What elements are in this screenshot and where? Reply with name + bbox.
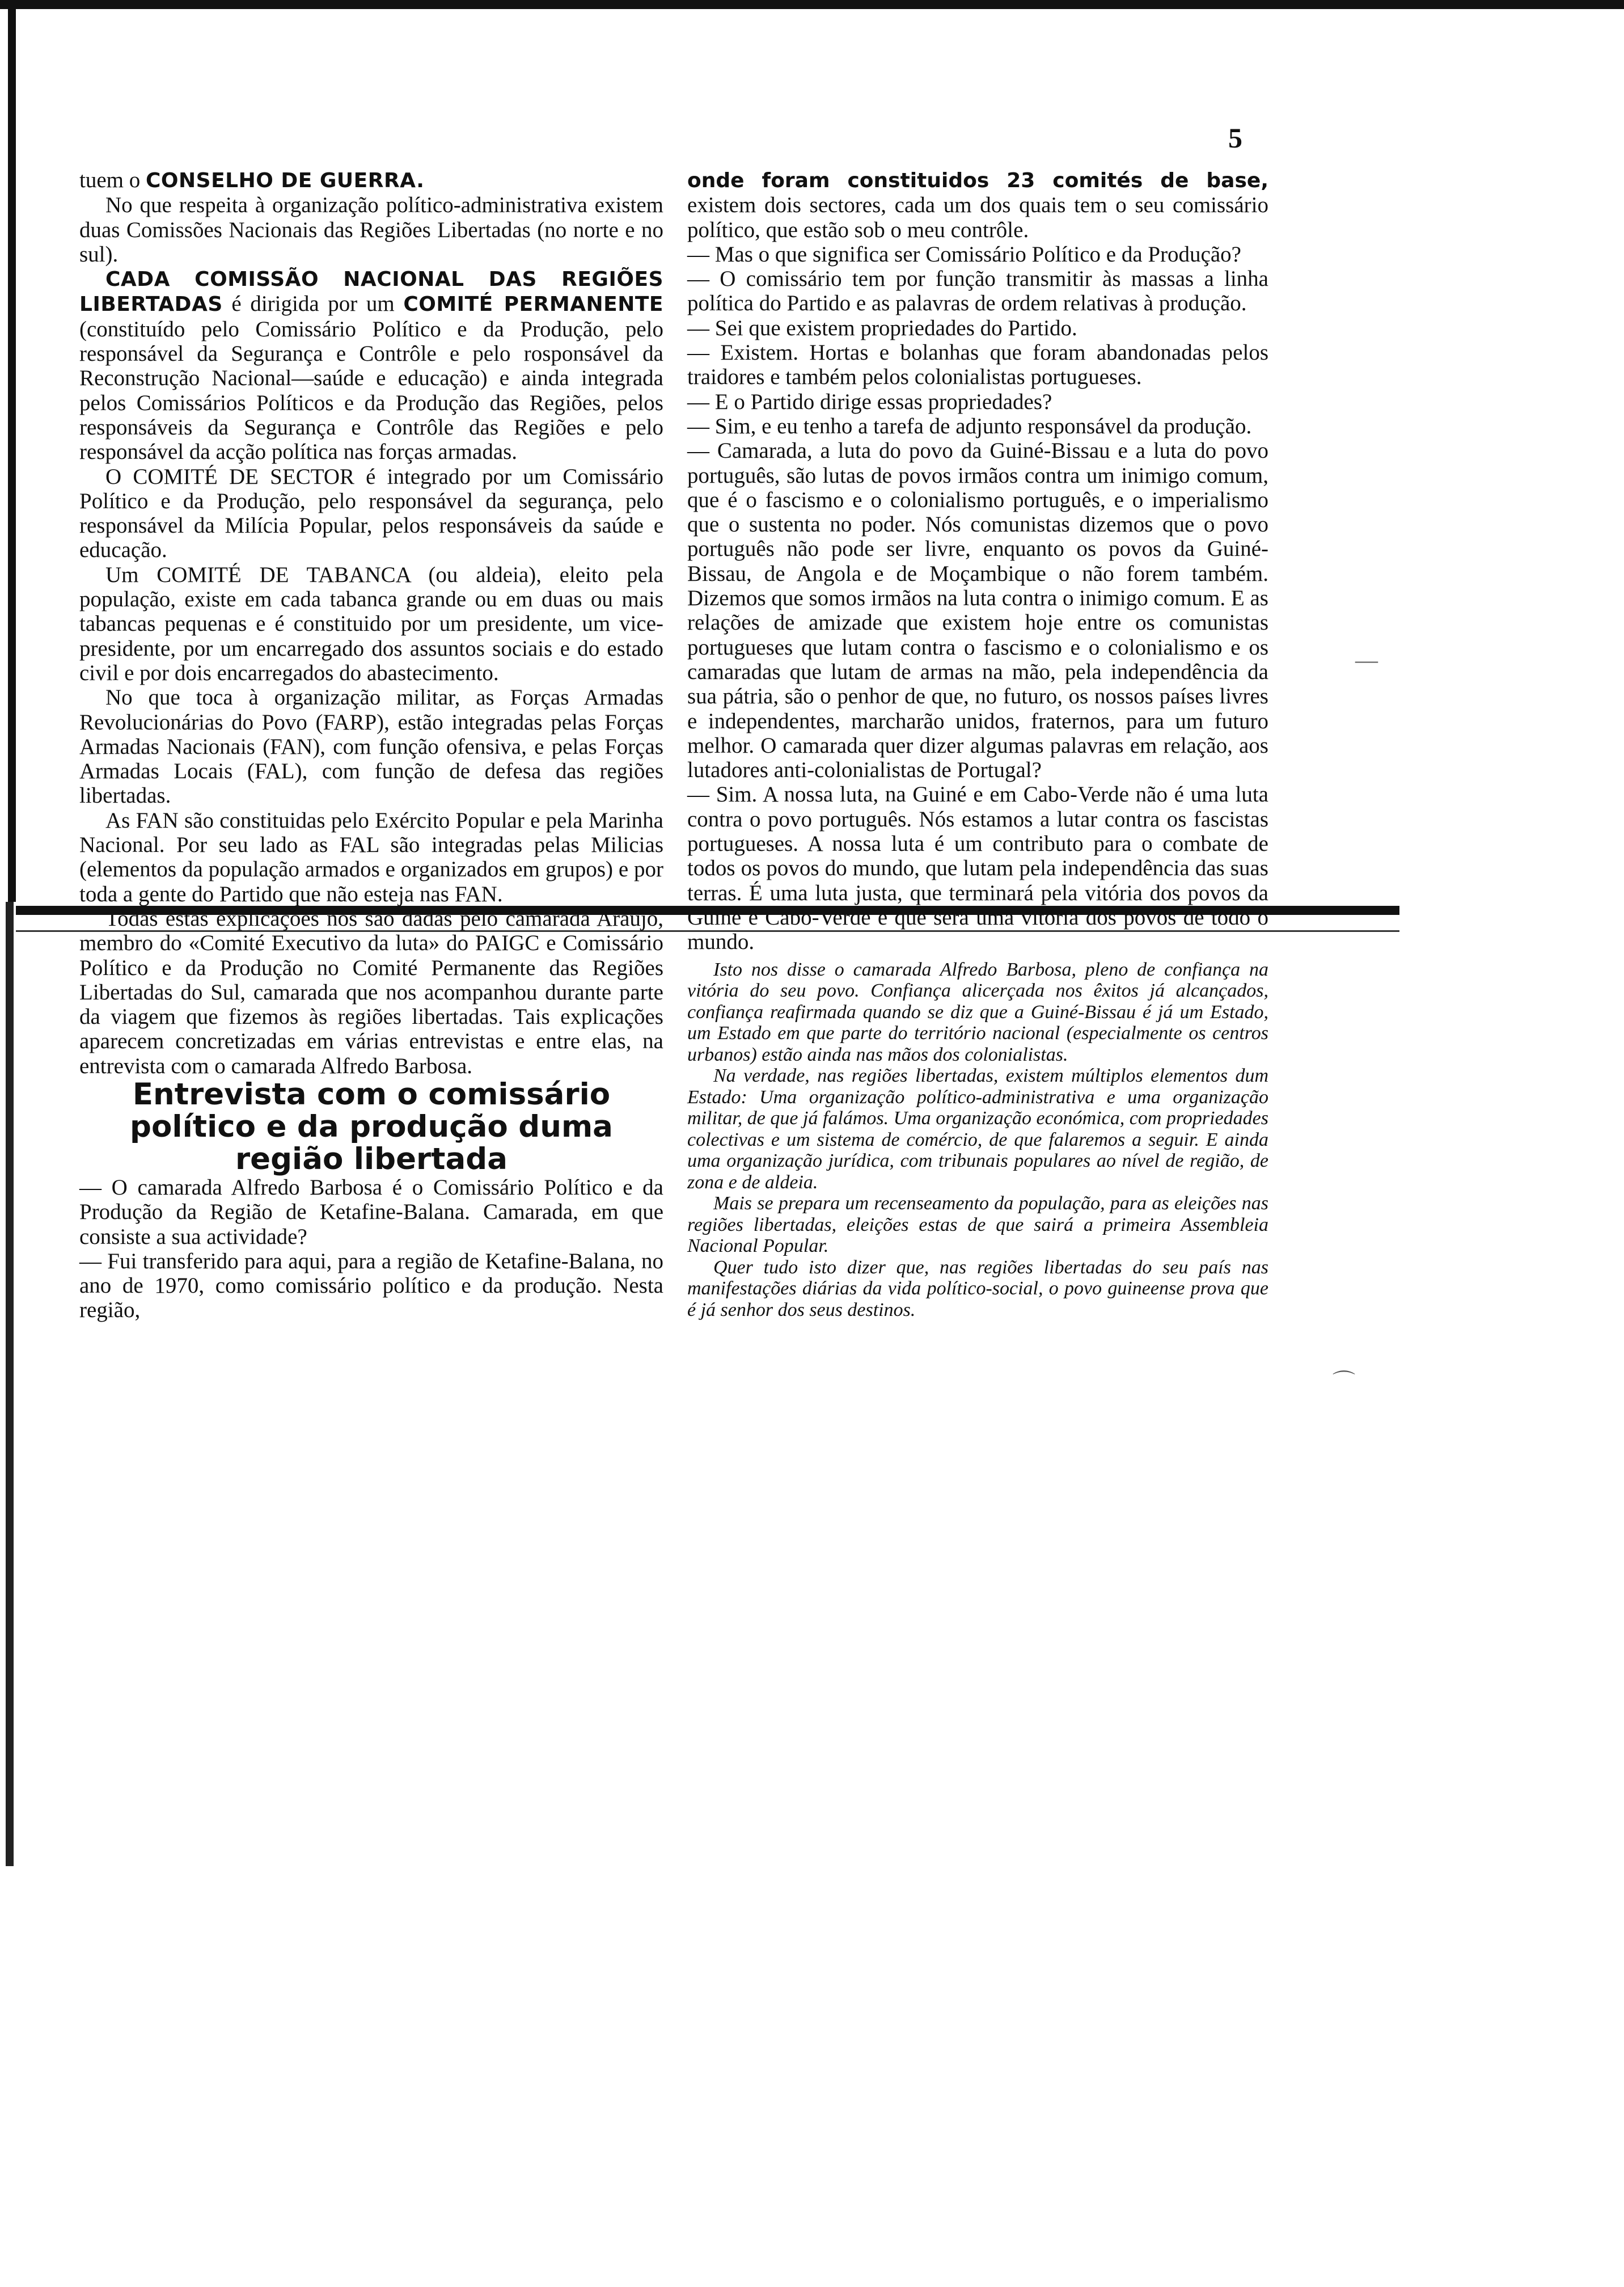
paragraph: Todas estas explicações nos são dadas pelo camarada Araújo, membro do «Comité Executivo da luta» do PAIGC e Comissário Político e da Produção no Comité Permanente das Regiões Libertadas do Sul, camarada que nos acompanhou durante parte da viagem que fizemos às regiões libertadas. Tais explicações aparecem concretizadas em várias entrevistas e entre elas, na entrevista com o camarada Alfredo Barbosa. (79, 906, 663, 1078)
paragraph (79, 267, 663, 464)
interview-question: — Mas o que significa ser Comissário Político e da Produção? (687, 242, 1241, 267)
paragraph: No que respeita à organização político-administrativa existem duas Comissões Nacionais das Regiões Libertadas (no norte e no sul). (79, 193, 663, 267)
interview-question: — O camarada Alfredo Barbosa é o Comissário Político e da Produção da Região de Ketafine-Balana. Camarada, em que consiste a sua actividade? (79, 1175, 663, 1249)
italic-paragraph: Na verdade, nas regiões libertadas, existem múltiplos elementos dum Estado: Uma organização político-administrativa e uma organização militar, de que já falámos. Uma organização económica, com propriedades colectivas e um sistema de comércio, de que falaremos a seguir. E ainda uma organização jurídica, com tribunais populares ao nível de região, de zona e de aldeia. (687, 1065, 1268, 1193)
paragraph (79, 168, 663, 193)
interview-answer: — Existem. Hortas e bolanhas que foram abandonadas pelos traidores e também pelos colonialistas portugueses. (687, 340, 1268, 390)
interview-answer: — Sim, e eu tenho a tarefa de adjunto responsável da produção. (687, 413, 1252, 438)
paragraph-text: existem dois sectores, cada um dos quais tem o seu comissário político, que estão sob o meu contrôle. (687, 193, 1268, 242)
italic-paragraph: Mais se prepara um recenseamento da população, para as eleições nas regiões libertadas, eleições estas de que sairá a primeira Assembleia Nacional Popular. (687, 1193, 1268, 1256)
paragraph-text: (constituído pelo Comissário Político e da Produção, pelo responsável da Segurança e Contrôle e pelo rosponsável da Reconstrução Nacional—saúde e educação) e ainda integrada pelos Comissários Políticos e da Produção das Regiões, pelos responsáveis da Segurança e Contrôle das Regiões e pelo responsável da acção política nas forças armadas. (79, 317, 663, 465)
italic-paragraph: Quer tudo isto dizer que, nas regiões libertadas do seu país nas manifestações diárias da vida político-social, o povo guineense prova que é já senhor dos seus destinos. (687, 1256, 1268, 1320)
emphasis-caps: CADA COMISSÃO NACIONAL DAS REGIÕES LIBERTADAS (79, 268, 663, 317)
scan-border-left-lower (6, 902, 14, 1866)
italic-paragraph: Isto nos disse o camarada Alfredo Barbosa, pleno de confiança na vitória do seu povo. Confiança alicerçada nos êxitos já alcançados, confiança reafirmada quando se diz que a Guiné-Bissau é já um Estado, um Estado em que parte do território nacional (especialmente os centros urbanos) estão ainda nas mãos dos colonialistas. (687, 959, 1268, 1065)
paragraph (687, 168, 1268, 242)
margin-mark: ⌒ (1333, 1369, 1355, 1395)
interview-question: — Sei que existem propriedades do Partido. (687, 315, 1077, 340)
emphasis-caps: CONSELHO DE GUERRA. (145, 169, 425, 192)
interview-question: — E o Partido dirige essas propriedades? (687, 389, 1052, 414)
paragraph-text: tuem o (79, 168, 146, 192)
interview-answer: — Sim. A nossa luta, na Guiné e em Cabo-Verde não é uma luta contra o povo português. Nós estamos a lutar contra os fascistas portugueses. A nossa luta é um contributo para o combate de todos os povos do mundo, que lutam pela independência das suas terras. É uma luta justa, que terminará pela vitória dos povos da Guiné e Cabo-Verde e que será uma vitória dos povos de todo o mundo. (687, 782, 1268, 955)
paragraph: As FAN são constituidas pelo Exército Popular e pela Marinha Nacional. Por seu lado as FAL são integradas pelas Milicias (elementos da população armados e organizados em grupos) e por toda a gente do Partido que não esteja nas FAN. (79, 808, 663, 906)
page-number: 5 (1228, 122, 1242, 154)
interview-heading: Entrevista com o comissário político e da produção duma região libertada (130, 1077, 613, 1176)
left-column (79, 168, 663, 1323)
interview-answer: — Fui transferido para aqui, para a região de Ketafine-Balana, no ano de 1970, como comissário político e da produção. Nesta região, (79, 1248, 663, 1323)
interview-question: — Camarada, a luta do povo da Guiné-Bissau e a luta do povo português, são lutas de povos irmãos contra um inimigo comum, que é o fascismo e o colonialismo português, e o imperialismo que o sustenta no poder. Nós comunistas dizemos que o povo português não pode ser livre, enquanto os povos da Guiné-Bissau, de Angola e de Moçambique o não forem também. Dizemos que somos irmãos na luta contra o inimigo comum. E as relações de amizade que existem hoje entre os comunistas portugueses que lutam contra o fascismo e o colonialismo e os camaradas que lutam de armas na mão, pela independência da sua pátria, são o penhor de que, no futuro, os nossos países livres e independentes, marcharão unidos, fraternos, para um futuro melhor. O camarada quer dizer algumas palavras em relação, aos lutadores anti-colonialistas de Portugal? (687, 438, 1268, 783)
closing-commentary (687, 959, 1268, 1321)
paragraph-text: é dirigida por um (222, 292, 404, 317)
emphasis-bold: onde foram constituidos 23 comités de base, (687, 169, 1268, 192)
emphasis-caps: COMITÉ PERMANENTE (403, 293, 664, 317)
paragraph: Um COMITÉ DE TABANCA (ou aldeia), eleito pela população, existe em cada tabanca grande ou em duas ou mais tabancas pequenas e é constituido por um presidente, um vice-presidente, por um encarregado dos assuntos sociais e do estado civil e por dois encarregados do abastecimento. (79, 562, 663, 685)
paragraph: No que toca à organização militar, as Forças Armadas Revolucionárias do Povo (FARP), estão integradas pelas Forças Armadas Nacionais (FAN), com função ofensiva, e pelas Forças Armadas Locais (FAL), com função de defesa das regiões libertadas. (79, 685, 663, 808)
paragraph: O COMITÉ DE SECTOR é integrado por um Comissário Político e da Produção, pelo responsável da segurança, pelo responsável da Milícia Popular, pelos responsáveis da saúde e educação. (79, 464, 663, 563)
right-column (687, 168, 1268, 1320)
scan-border-left (8, 0, 16, 902)
scan-border-top (0, 0, 1624, 9)
margin-mark: — (1355, 647, 1378, 673)
interview-answer: — O comissário tem por função transmitir às massas a linha política do Partido e as palavras de ordem relativas à produção. (687, 267, 1268, 316)
